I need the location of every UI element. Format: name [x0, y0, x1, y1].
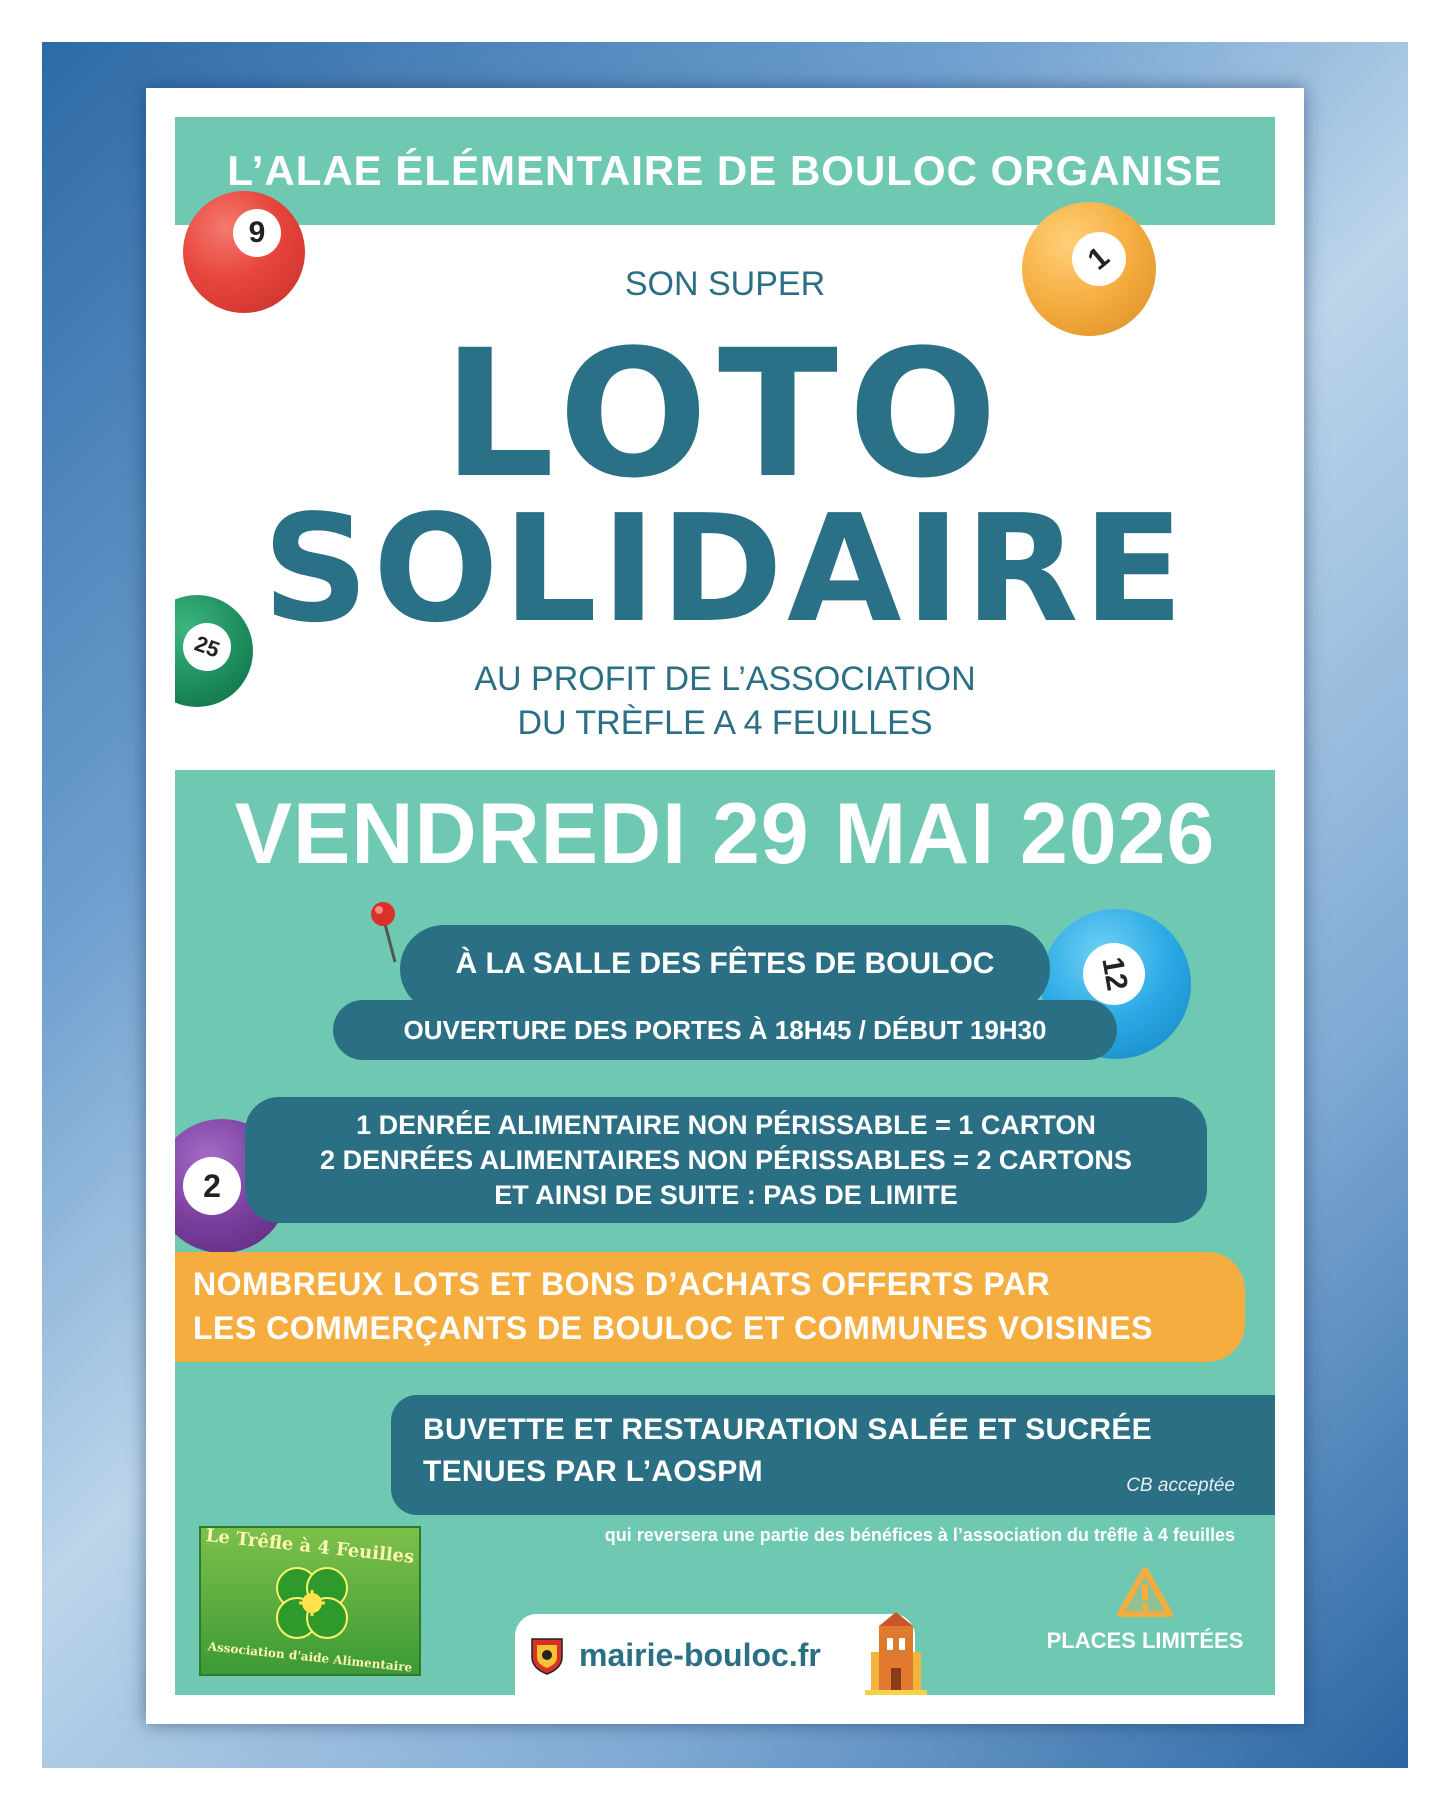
buvette-line-2: TENUES PAR L’AOSPM [423, 1455, 763, 1488]
logo-bottom-text: Association d'aide Alimentaire [207, 1639, 413, 1675]
logo-top-text: Le Trêfle à 4 Feuilles [204, 1525, 416, 1568]
buvette-line-1: BUVETTE ET RESTAURATION SALÉE ET SUCRÉE [423, 1413, 1152, 1446]
beneficiary-text [175, 657, 1275, 745]
rule-line-1: 1 DENRÉE ALIMENTAIRE NON PÉRISSABLE = 1 CARTON [356, 1109, 1096, 1140]
event-date: VENDREDI 29 MAI 2026 [234, 786, 1216, 882]
limited-places-notice [1040, 1566, 1250, 1654]
title-line-solidaire: SOLIDAIRE [262, 483, 1188, 655]
beneficiary-line-2: DU TRÈFLE A 4 FEUILLES [517, 704, 933, 742]
beneficiary-line-1: AU PROFIT DE L’ASSOCIATION [474, 660, 976, 698]
payment-note: CB acceptée [1126, 1475, 1235, 1496]
rule-line-3: ET AINSI DE SUITE : PAS DE LIMITE [494, 1179, 958, 1210]
buvette-banner [391, 1395, 1275, 1515]
hours-pill [333, 1000, 1117, 1060]
reversal-note: qui reversera une partie des bénéfices à l’association du trêfle à 4 feuilles [604, 1525, 1235, 1545]
hours-text: OUVERTURE DES PORTES À 18H45 / DÉBUT 19H30 [403, 1014, 1047, 1045]
food-donation-rules [245, 1097, 1207, 1223]
warning-icon [1116, 1566, 1174, 1618]
four-leaf-clover-icon [267, 1558, 357, 1648]
limited-places-text: PLACES LIMITÉES [1046, 1628, 1244, 1653]
bouloc-church-icon [865, 1612, 927, 1695]
map-pin-icon [369, 900, 403, 966]
ball-number: 12 [1095, 954, 1134, 994]
prizes-line-2: LES COMMERÇANTS DE BOULOC ET COMMUNES VOISINES [193, 1310, 1153, 1346]
prizes-banner [175, 1252, 1245, 1362]
ball-number: 9 [248, 216, 266, 249]
prizes-line-1: NOMBREUX LOTS ET BONS D’ACHATS OFFERTS PAR [193, 1266, 1051, 1302]
trefle-association-logo [199, 1526, 421, 1676]
ball-number: 1 [1081, 240, 1116, 277]
title-line-loto: LOTO [442, 312, 1008, 517]
ball-number: 25 [191, 630, 223, 663]
website-tab[interactable] [515, 1614, 915, 1695]
venue-text: À LA SALLE DES FÊTES DE BOULOC [455, 947, 995, 980]
loto-poster [175, 117, 1275, 1695]
ball-number: 2 [203, 1167, 221, 1204]
bouloc-crest-icon [529, 1635, 565, 1675]
organiser-text: L’ALAE ÉLÉMENTAIRE DE BOULOC ORGANISE [227, 147, 1223, 194]
rule-line-2: 2 DENRÉES ALIMENTAIRES NON PÉRISSABLES = 2 CARTONS [320, 1144, 1132, 1175]
website-link[interactable]: mairie-bouloc.fr [579, 1636, 821, 1673]
intro-text: SON SUPER [624, 265, 826, 303]
